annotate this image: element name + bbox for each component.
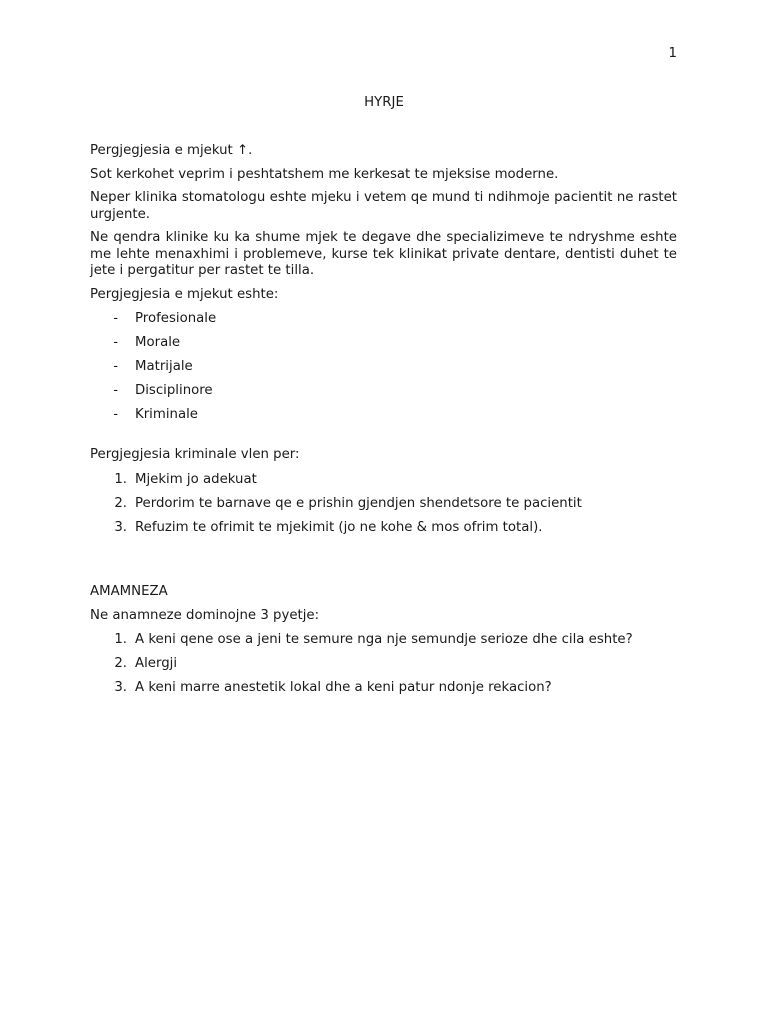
- list-item: [90, 311, 677, 328]
- list-marker: -: [113, 382, 118, 398]
- paragraph-responsibility: Pergjegjesia e mjekut ↑.: [90, 143, 253, 158]
- list-item: [90, 680, 677, 697]
- list-item: [90, 656, 677, 673]
- list-marker: 1.: [114, 631, 127, 647]
- list-item: [90, 472, 677, 489]
- list-item: [90, 383, 677, 400]
- criminal-heading: Pergjegjesia kriminale vlen per:: [90, 447, 300, 463]
- list-marker: 2.: [114, 495, 127, 511]
- list-marker: 3.: [114, 519, 127, 535]
- list-marker: -: [113, 310, 118, 326]
- responsibility-list: [90, 311, 677, 424]
- list-marker: 1.: [114, 471, 127, 487]
- list-item-text: Kriminale: [135, 406, 198, 422]
- paragraph-clinics: Neper klinika stomatologu eshte mjeku i vetem qe mund ti ndihmoje pacientit ne rastet urgjente.: [90, 190, 677, 222]
- list-item: [90, 632, 677, 649]
- anamneza-heading: AMAMNEZA: [90, 584, 168, 600]
- anamneza-list: [90, 632, 677, 697]
- list-item-text: Mjekim jo adekuat: [135, 471, 257, 487]
- list-item-text: A keni qene ose a jeni te semure nga nje semundje serioze dhe cila eshte?: [135, 631, 633, 647]
- list-item-text: Perdorim te barnave qe e prishin gjendjen shendetsore te pacientit: [135, 495, 582, 511]
- paragraph-modern-medicine: Sot kerkohet veprim i peshtatshem me kerkesat te mjeksise moderne.: [90, 166, 559, 182]
- list-item: [90, 359, 677, 376]
- list-item: [90, 335, 677, 352]
- paragraph-specializations: Ne qendra klinike ku ka shume mjek te degave dhe specializimeve te ndryshme eshte me lehte menaxhimi i problemeve, kurse tek klinikat private dentare, dentisti duhet te jete i pergatitur per rastet te tilla.: [90, 230, 677, 278]
- list-marker: 3.: [114, 680, 127, 696]
- criminal-list: [90, 472, 677, 537]
- list-item-text: Refuzim te ofrimit te mjekimit (jo ne kohe & mos ofrim total).: [135, 519, 543, 535]
- page-number: 1: [668, 46, 677, 61]
- list-item-text: Morale: [135, 334, 181, 350]
- list-item-text: A keni marre anestetik lokal dhe a keni patur ndonje rekacion?: [135, 680, 552, 696]
- document-body: [90, 143, 677, 697]
- list-item: [90, 520, 677, 537]
- list-marker: -: [113, 358, 118, 374]
- list-item-text: Alergji: [135, 655, 178, 671]
- list-item-text: Matrijale: [135, 358, 193, 374]
- list-marker: 2.: [114, 655, 127, 671]
- list-item: [90, 496, 677, 513]
- list-item-text: Disciplinore: [135, 382, 213, 398]
- list-marker: -: [113, 406, 118, 422]
- anamneza-intro: Ne anamneze dominojne 3 pyetje:: [90, 607, 320, 623]
- list-item: [90, 407, 677, 424]
- list-item-text: Profesionale: [135, 310, 217, 326]
- list-marker: -: [113, 334, 118, 350]
- paragraph-responsibility-types: Pergjegjesia e mjekut eshte:: [90, 286, 279, 302]
- page-title: HYRJE: [364, 95, 404, 110]
